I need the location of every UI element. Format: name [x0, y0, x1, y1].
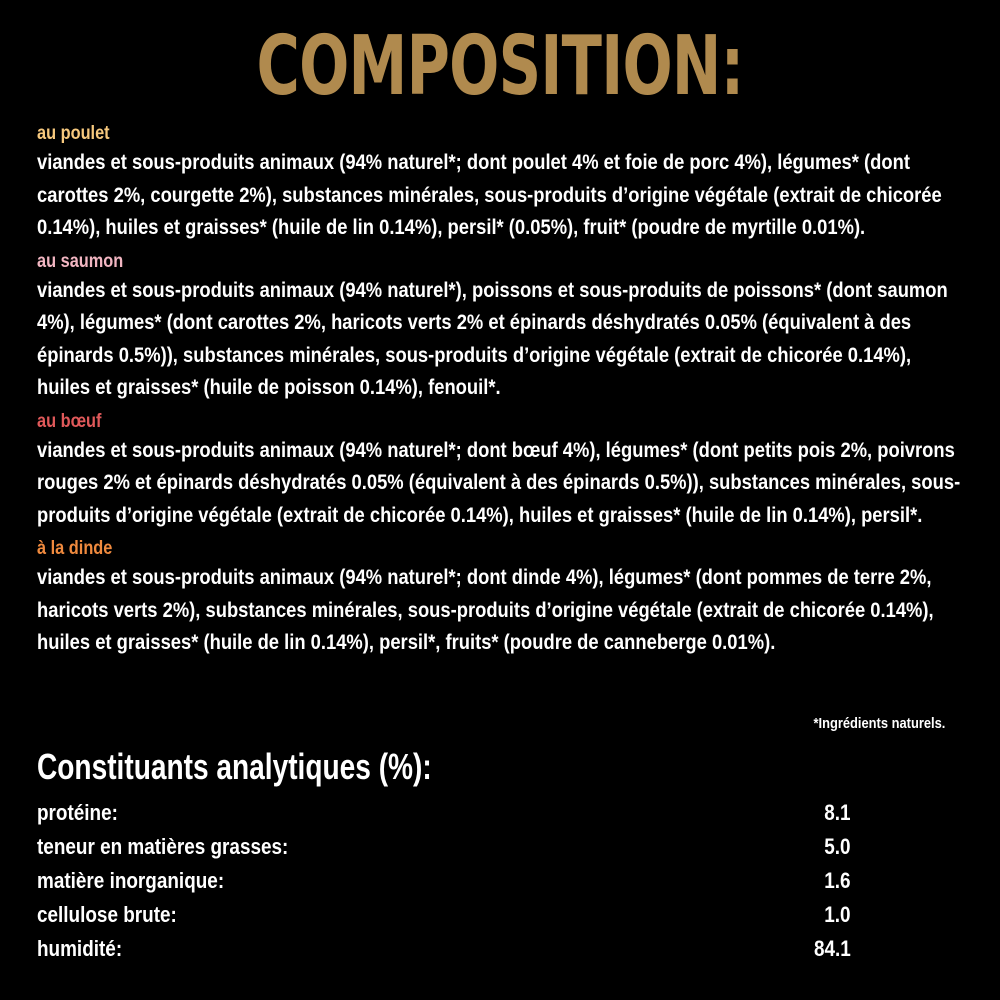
analytics-row-matieres-grasses — [37, 831, 857, 865]
analytics-label: humidité: — [37, 936, 123, 961]
analytics-value: 84.1 — [814, 936, 851, 961]
footnote: *Ingrédients naturels. — [813, 715, 945, 732]
section-text-dinde: viandes et sous-produits animaux (94% naturel*; dont dinde 4%), légumes* (dont pommes de terre 2%, haricots verts 2%), substances minérales, sous-produits d’origine végétale (extrait de chicorée 0.14%), huiles et graisses* (huile de lin 0.14%), persil*, fruits* (poudre de canneberge 0.01%). — [37, 566, 934, 654]
section-title-saumon: au saumon — [37, 250, 124, 272]
analytics-value: 1.6 — [824, 868, 851, 893]
analytics-row-cellulose-brute — [37, 899, 857, 933]
section-poulet — [37, 121, 972, 245]
analytics-row-humidite — [37, 933, 857, 967]
analytics-row-matiere-inorganique — [37, 865, 857, 899]
analytics-table — [37, 797, 857, 967]
analytics-label: matière inorganique: — [37, 868, 225, 893]
analytics-label: protéine: — [37, 800, 118, 825]
page-title: COMPOSITION: — [256, 19, 744, 114]
section-text-saumon: viandes et sous-produits animaux (94% naturel*), poissons et sous-produits de poissons* (dont saumon 4%), légumes* (dont carottes 2%, haricots verts 2% et épinards déshydratés 0.05% (équivalent à des épinards 0.5%)), substances minérales, sous-produits d’origine végétale (extrait de chicorée 0.14%), huiles et graisses* (huile de poisson 0.14%), fenouil*. — [37, 278, 948, 399]
analytics-row-proteine — [37, 797, 857, 831]
section-boeuf — [37, 409, 972, 533]
analytics-value: 1.0 — [824, 902, 851, 927]
section-dinde — [37, 536, 972, 660]
analytics-title: Constituants analytiques (%): — [37, 746, 432, 787]
analytics-value: 8.1 — [824, 800, 851, 825]
analytics-label: cellulose brute: — [37, 902, 177, 927]
composition-sections — [37, 121, 972, 664]
section-title-boeuf: au bœuf — [37, 410, 102, 432]
analytics-label: teneur en matières grasses: — [37, 834, 289, 859]
analytics-value: 5.0 — [824, 834, 851, 859]
section-text-boeuf: viandes et sous-produits animaux (94% naturel*; dont bœuf 4%), légumes* (dont petits pois 2%, poivrons rouges 2% et épinards déshydratés 0.05% (équivalent à des épinards 0.5%)), substances minérales, sous-produits d’origine végétale (extrait de chicorée 0.14%), huiles et graisses* (huile de lin 0.14%), persil*. — [37, 438, 961, 527]
section-saumon — [37, 249, 972, 405]
section-text-poulet: viandes et sous-produits animaux (94% naturel*; dont poulet 4% et foie de porc 4%), légumes* (dont carottes 2%, courgette 2%), substances minérales, sous-produits d’origine végétale (extrait de chicorée 0.14%), huiles et graisses* (huile de lin 0.14%), persil* (0.05%), fruit* (poudre de myrtille 0.01%). — [37, 151, 942, 239]
section-title-dinde: à la dinde — [37, 538, 113, 559]
section-title-poulet: au poulet — [37, 123, 110, 144]
